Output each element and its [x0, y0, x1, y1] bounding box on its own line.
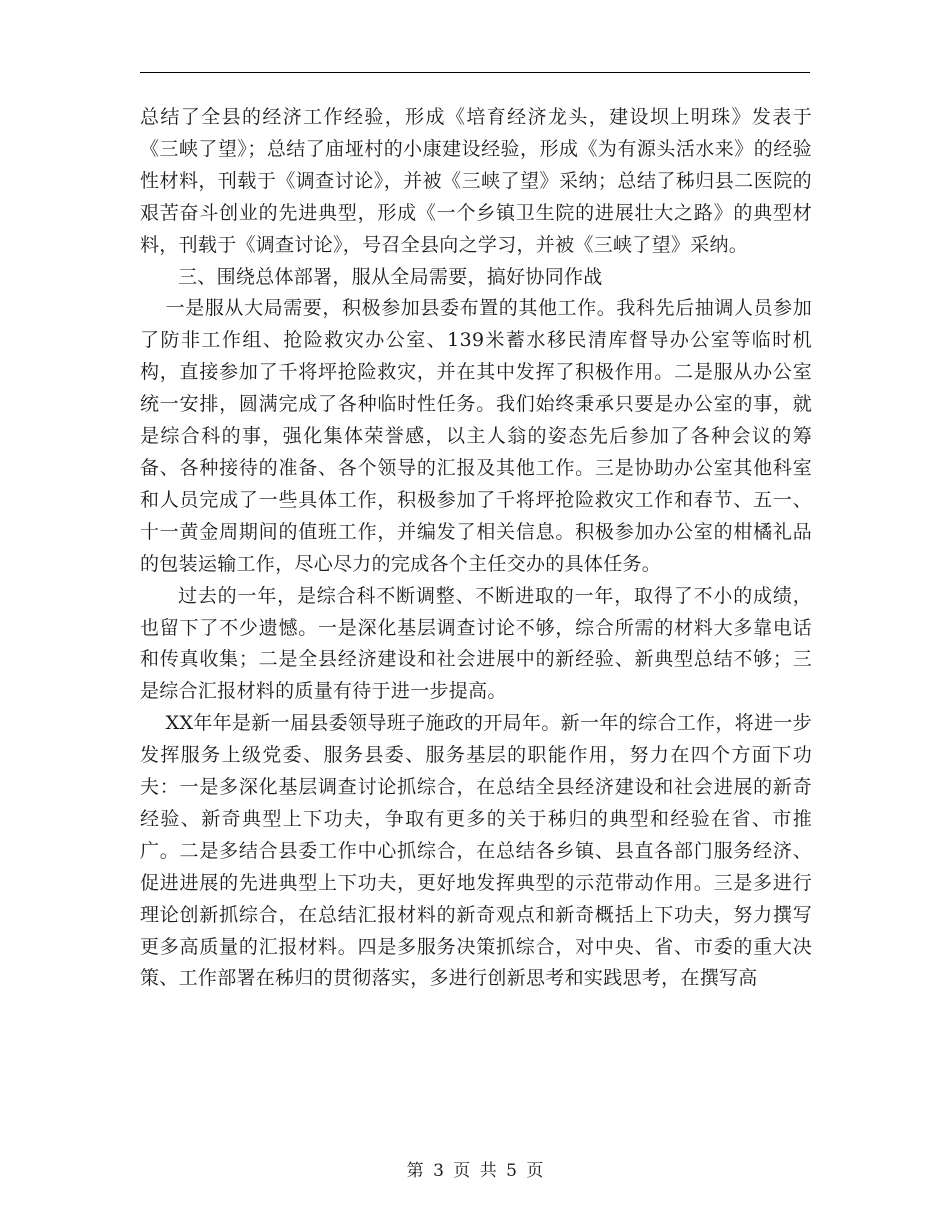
paragraph-continued: 总结了全县的经济工作经验，形成《培育经济龙头，建设坝上明珠》发表于《三峡了望》；总结了庙垭村的小康建设经验，形成《为有源头活水来》的经验性材料，刊载于《调查讨论》，并被《三峡了望》采纳；总结了秭归县二医院的艰苦奋斗创业的先进典型，形成《一个乡镇卫生院的进展壮大之路》的典型材料，刊载于《调查讨论》，号召全县向之学习，并被《三峡了望》采纳。 — [140, 106, 812, 256]
paragraph: XX年年是新一届县委领导班子施政的开局年。新一年的综合工作，将进一步发挥服务上级党委、服务县委、服务基层的职能作用，努力在四个方面下功夫：一是多深化基层调查讨论抓综合，在总结全县经济建设和社会进展的新奇经验、新奇典型上下功夫，争取有更多的关于秭归的典型和经验在省、市推广。二是多结合县委工作中心抓综合，在总结各乡镇、县直各部门服务经济、促进进展的先进典型上下功夫，更好地发挥典型的示范带动作用。三是多进行理论创新抓综合，在总结汇报材料的新奇观点和新奇概括上下功夫，努力撰写更多高质量的汇报材料。四是多服务决策抓综合，对中央、省、市委的重大决策、工作部署在秭归的贯彻落实，多进行创新思考和实践思考，在撰写高 — [140, 712, 812, 990]
section-heading: 三、围绕总体部署，服从全局需要，搞好协同作战 — [178, 265, 603, 288]
paragraph: 过去的一年，是综合科不断调整、不断进取的一年，取得了不小的成绩，也留下了不少遗憾。一是深化基层调查讨论不够，综合所需的材料大多靠电话和传真收集；二是全县经济建设和社会进展中的新经验、新典型总结不够；三是综合汇报材料的质量有待于进一步提高。 — [140, 584, 812, 703]
paragraph: 一是服从大局需要，积极参加县委布置的其他工作。我科先后抽调人员参加了防非工作组、抢险救灾办公室、139米蓄水移民清库督导办公室等临时机构，直接参加了千将坪抢险救灾，并在其中发挥了积极作用。二是服从办公室统一安排，圆满完成了各种临时性任务。我们始终秉承只要是办公室的事，就是综合科的事，强化集体荣誉感，以主人翁的姿态先后参加了各种会议的筹备、各种接待的准备、各个领导的汇报及其他工作。三是协助办公室其他科室和人员完成了一些具体工作，积极参加了千将坪抢险救灾工作和春节、五一、十一黄金周期间的值班工作，并编发了相关信息。积极参加办公室的柑橘礼品的包装运输工作，尽心尽力的完成各个主任交办的具体任务。 — [140, 297, 812, 575]
header-rule — [140, 72, 810, 73]
document-body — [140, 102, 812, 995]
page-number-footer: 第 3 页 共 5 页 — [406, 1161, 544, 1181]
